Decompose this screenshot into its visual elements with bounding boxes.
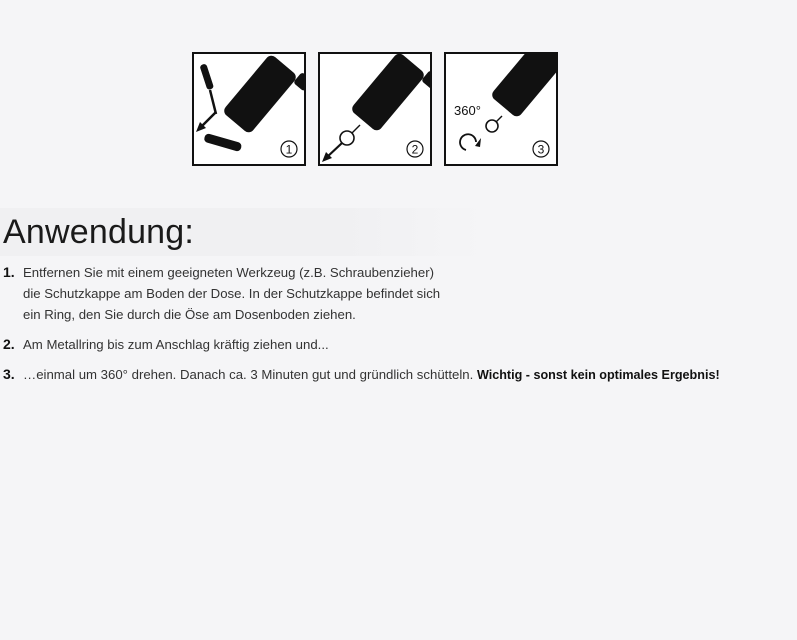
rotate-arrow-icon: [460, 134, 481, 150]
ring-icon: [486, 116, 502, 132]
instruction-step-2: [0, 334, 797, 355]
remove-cap-illustration: [194, 54, 304, 164]
instruction-panel-2: [318, 52, 432, 166]
arrow-down-left-icon: [322, 143, 342, 162]
warning-text: Wichtig - sonst kein optimales Ergebnis!: [476, 368, 720, 382]
instruction-steps: [0, 262, 797, 395]
rotate-ring-illustration: [446, 54, 556, 164]
step-text-line: [23, 364, 797, 386]
step-number: 1.: [3, 264, 15, 280]
spray-can-icon: [350, 54, 430, 133]
step-number-badge: [281, 141, 297, 157]
spray-can-icon: [490, 54, 556, 119]
arrow-down-left-icon: [196, 112, 216, 132]
step-text: …einmal um 360° drehen. Danach ca. 3 Minuten gut und gründlich schütteln.: [23, 367, 474, 382]
screwdriver-icon: [199, 63, 216, 114]
step-number: 2.: [3, 336, 15, 352]
instruction-step-1: [0, 262, 797, 325]
rotation-label: 360°: [454, 103, 481, 118]
step-text-line: Am Metallring bis zum Anschlag kräftig ziehen und...: [23, 337, 329, 352]
svg-text:2: 2: [411, 142, 419, 157]
step-text-line: ein Ring, den Sie durch die Öse am Dosenboden ziehen.: [23, 307, 356, 322]
instruction-panel-1: [192, 52, 306, 166]
step-text-line: die Schutzkappe am Boden der Dose. In der Schutzkappe befindet sich: [23, 286, 441, 301]
instruction-panel-3: [444, 52, 558, 166]
step-number: 3.: [3, 366, 15, 382]
instruction-step-3: [0, 364, 797, 386]
svg-text:3: 3: [537, 142, 545, 157]
ring-icon: [340, 125, 360, 145]
svg-text:1: 1: [285, 142, 293, 157]
cap-icon: [203, 133, 242, 152]
step-number-badge: [407, 141, 423, 157]
spray-can-icon: [222, 54, 304, 135]
step-number-badge: [533, 141, 549, 157]
section-heading: Anwendung:: [3, 213, 195, 251]
step-text-line: Entfernen Sie mit einem geeigneten Werkzeug (z.B. Schraubenzieher): [23, 265, 434, 280]
pull-ring-illustration: [320, 54, 430, 164]
